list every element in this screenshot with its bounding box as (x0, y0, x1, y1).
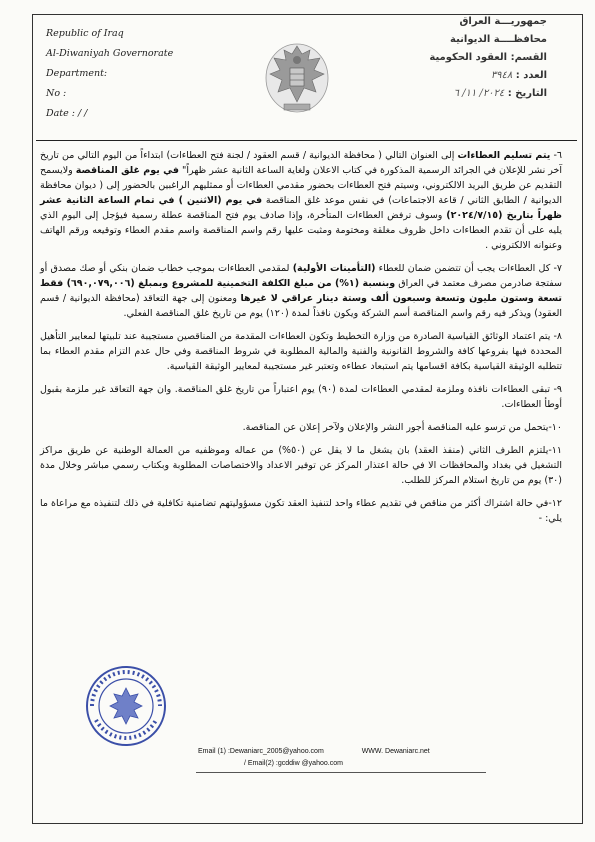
header-country: Republic of Iraq (46, 28, 124, 39)
number-label: العدد : (515, 70, 547, 81)
official-stamp-icon (84, 664, 168, 748)
eagle-emblem-icon (262, 32, 332, 118)
arabic-header (357, 16, 547, 106)
paragraph-10 (40, 420, 562, 435)
header-divider (36, 140, 577, 141)
footer-underline (196, 772, 486, 773)
paragraph-6 (40, 148, 562, 253)
paragraph-text: وسوف ترفض العطاءات المتأخرة، وإذا صادف يوم فتح المناقصة عطلة رسمية فيؤجل إلى اليوم الذي يليه على أن تقدم العطاءات داخل ظروف مغلقة ومختومة ومثبت عليها رقم واسم المناقصة واسم مقدم العطاء وتوقيعه ورقم الهاتف وعنوانه الالكتروني . (40, 210, 562, 251)
emphasis-text: في يوم (الاثنين ) في تمام الساعة الثانية عشر ظهراً بتاريخ (٢٠٢٤/٧/١٥) (40, 195, 562, 221)
emphasis-text: وبنسبة (١%) من مبلغ الكلفة التخمينية للمشروع وبمبلغ (٦٩٠,٠٧٩,٠٠٦) فقط تسعة وستون مليون وتسعة وسبعون ألف وستة دينار عراقي لا غيرها (40, 278, 562, 304)
english-header (46, 28, 246, 128)
footer-contacts (198, 748, 518, 772)
date-value: ٢٠٢٤/ ١١/ ٦ (453, 88, 505, 99)
paragraph-text: ٦- (550, 150, 563, 161)
paragraph-7 (40, 261, 562, 321)
paragraph-9 (40, 382, 562, 412)
document-body (40, 148, 562, 534)
emphasis-text: (التأمينات الأولية) (292, 263, 376, 274)
header-date: Date : / / (46, 108, 88, 119)
header-department: Department: (46, 68, 108, 79)
header-governorate-ar: محافظــــة الديوانية (450, 34, 547, 45)
paragraph-text: إلى العنوان التالي ( محافظة الديوانية / قسم العقود / لجنة فتح العطاءات) ابتداءاً من اليوم التالي من تاريخ آخر نشر للإعلان في الجرائد الرسمية المذكورة في كتاب الاعلان ولغاية الساعة الثانية عشر ظهراً" (40, 150, 563, 176)
paragraph-text: ٨- يتم اعتماد الوثائق القياسية الصادرة من وزارة التخطيط وتكون العطاءات المقدمة من المناقصين مستجيبة عند تلبيتها لمعايير التأهيل المحددة فيها بفروعها كافة والشروط القانونية والفنية والمالية المطلوبة في شروط المناقصة وفي حال عدم التزام مقدم العطاء بما تتطلبه الوثيقة القياسية بكافة اقسامها يتم استبعاد عطاءه وتعتبر غير مستجيبة لمعايير الوثيقة القياسية. (40, 331, 562, 372)
paragraph-11 (40, 443, 562, 488)
footer-website[interactable]: WWW. Dewaniarc.net (361, 748, 430, 755)
paragraph-text: ٧- كل العطاءات يجب أن تتضمن ضمان للعطاء (375, 263, 563, 274)
header-country-ar: جمهوريـــة العراق (459, 16, 547, 27)
number-value: ٣٩٤٨ (490, 70, 513, 81)
header-date-ar (357, 88, 547, 106)
paragraph-12 (40, 496, 562, 526)
header-number-ar (357, 70, 547, 88)
header-number: No : (46, 88, 67, 99)
paragraph-text: ١١-يلتزم الطرف الثاني (منفذ العقد) بان يشغل ما لا يقل عن (٥٠%) من عماله وموظفيه من العمالة الوطنية عن طريق مراكز التشغيل في بغداد والمحافظات الا في حالة اعتذار المركز عن توفير الاعداد والاختصاصات المطلوبة وبكتاب رسمي مباشر وخلال مدة (٣٠) يوم من تاريخ استلام المركز للطلب. (40, 445, 562, 486)
footer-email-1[interactable]: Email (1) :Dewaniarc_2005@yahoo.com (198, 748, 324, 755)
paragraph-text: ١٠-يتحمل من ترسو عليه المناقصة أجور النشر والإعلان ولآخر إعلان عن المناقصة. (242, 422, 562, 433)
header-department-ar: القسم: العقود الحكومية (429, 52, 547, 63)
emphasis-text: في يوم غلق المناقصة (75, 165, 179, 176)
footer-email-2[interactable]: / Email(2) :gcddiw @yahoo.com (244, 760, 343, 767)
paragraph-text: ولايسمح التقديم عن طريق البريد الالكتروني، وسيتم فتح العطاءات بحضور مقدمي العطاءات أو ممثليهم الراغبين بالحضور إلى ( ديوان محافظة الديوانية / الطابق الثاني / قاعة الاجتماعات) في نفس موعد غلق المناقصة (40, 165, 562, 206)
paragraph-8 (40, 329, 562, 374)
paragraph-text: ومعنون إلى جهة التعاقد (محافظة الديوانية / قسم العقود) ويذكر فيه رقم واسم المناقصة أسم الشركة ويكون نافذاً لمدة (١٢٠) يوم من تاريخ غلق المناقصة الفعلي. (40, 293, 562, 319)
paragraph-text: ٩- تبقى العطاءات نافذة وملزمة لمقدمي العطاءات لمدة (٩٠) يوم اعتباراً من تاريخ غلق المناقصة. وان جهة التعاقد غير ملزمة بقبول أوطأ العطاءات. (40, 384, 563, 410)
paragraph-text: لمقدمي العطاءات بموجب خطاب ضمان بنكي أو صك مصدق أو سفتجة صادرمن مصرف معتمد في العراق (40, 263, 563, 289)
emphasis-text: يتم تسليم العطاءات (457, 150, 551, 161)
date-label: التاريخ : (507, 88, 547, 99)
paragraph-text: ١٢-في حالة اشتراك أكثر من مناقص في تقديم عطاء واحد لتنفيذ العقد تكون مسؤوليتهم تضامنية تكافلية في ذلك لتنفيذه مع مراعاة ما يلي: - (40, 498, 562, 524)
header-governorate: Al-Diwaniyah Governorate (46, 48, 174, 59)
